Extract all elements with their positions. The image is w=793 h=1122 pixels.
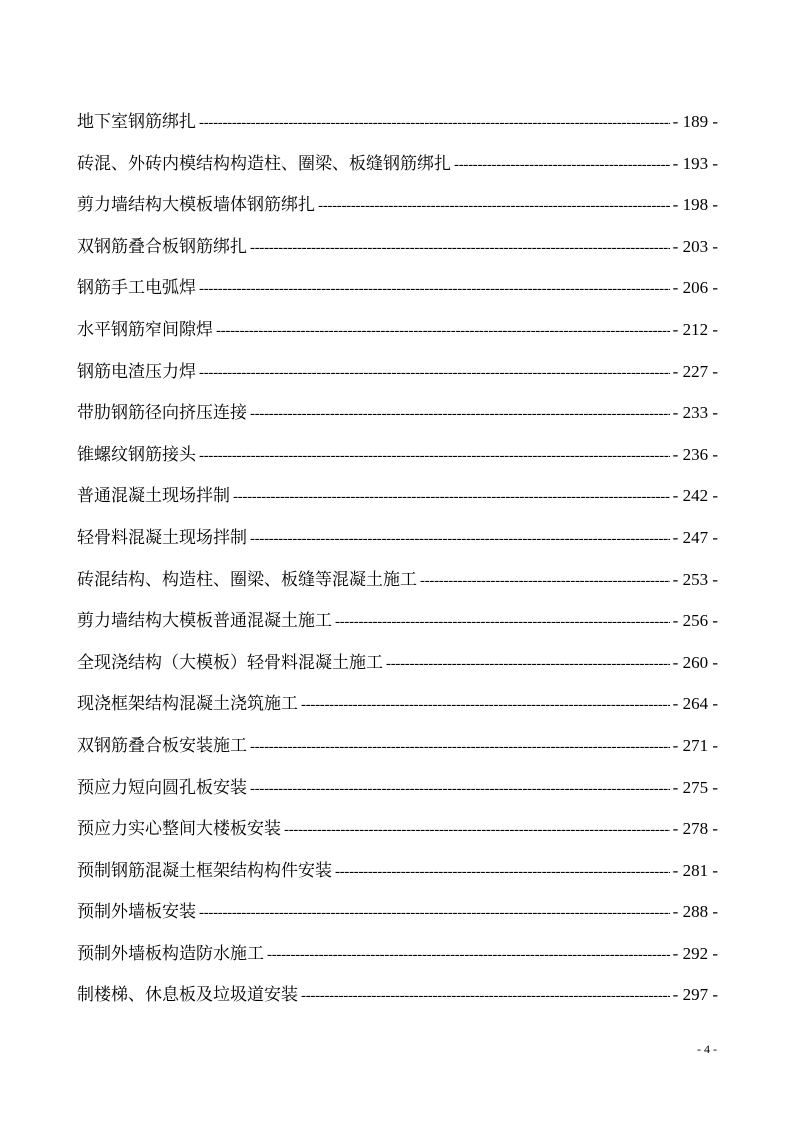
toc-dot-leader: [318, 193, 670, 219]
toc-entry-title: 带肋钢筋径向挤压连接: [77, 403, 247, 424]
toc-entry-title: 全现浇结构（大模板）轻骨料混凝土施工: [77, 652, 383, 673]
toc-dot-leader: [454, 152, 670, 178]
toc-entry-title: 钢筋手工电弧焊: [77, 278, 196, 299]
toc-entry-title: 剪力墙结构大模板普通混凝土施工: [77, 611, 332, 632]
toc-entry-title: 剪力墙结构大模板墙体钢筋绑扎: [77, 195, 315, 216]
toc-dot-leader: [250, 526, 670, 552]
toc-entry[interactable]: [77, 275, 718, 317]
toc-entry[interactable]: [77, 775, 718, 817]
toc-dot-leader: [199, 900, 670, 926]
toc-entry-page: - 212 -: [672, 319, 718, 339]
toc-entry-page: - 198 -: [672, 195, 718, 215]
toc-entry[interactable]: [77, 483, 718, 525]
toc-entry-page: - 236 -: [672, 444, 718, 464]
toc-entry-page: - 189 -: [672, 112, 718, 131]
toc-entry[interactable]: [77, 941, 718, 983]
toc-entry[interactable]: [77, 400, 718, 442]
toc-entry[interactable]: [77, 109, 718, 151]
toc-entry-page: - 242 -: [672, 486, 718, 506]
toc-entry-page: - 281 -: [672, 860, 718, 880]
toc-entry-title: 制楼梯、休息板及垃圾道安装: [77, 985, 298, 1006]
toc-entry-title: 地下室钢筋绑扎: [77, 112, 196, 132]
toc-entry[interactable]: [77, 608, 718, 650]
toc-entry-page: - 206 -: [672, 278, 718, 298]
toc-dot-leader: [199, 276, 670, 302]
toc-entry-page: - 193 -: [672, 153, 718, 173]
toc-entry-page: - 247 -: [672, 527, 718, 547]
toc-dot-leader: [199, 443, 670, 469]
toc-dot-leader: [250, 235, 670, 261]
toc-entry-page: - 275 -: [672, 777, 718, 797]
toc-entry-title: 水平钢筋窄间隙焊: [77, 319, 213, 340]
toc-entry-page: - 227 -: [672, 361, 718, 381]
toc-entry-title: 普通混凝土现场拌制: [77, 486, 230, 507]
toc-entry[interactable]: [77, 359, 718, 401]
toc-dot-leader: [199, 110, 670, 136]
toc-dot-leader: [284, 817, 670, 843]
toc-dot-leader: [250, 734, 670, 760]
toc-dot-leader: [233, 484, 670, 510]
toc-entry[interactable]: [77, 317, 718, 359]
toc-entry-title: 预制外墙板安装: [77, 902, 196, 923]
toc-entry-title: 轻骨料混凝土现场拌制: [77, 527, 247, 548]
toc-entry-page: - 271 -: [672, 735, 718, 755]
toc-entry-page: - 256 -: [672, 611, 718, 631]
toc-entry-page: - 253 -: [672, 569, 718, 589]
toc-entry-title: 预制钢筋混凝土框架结构构件安装: [77, 860, 332, 881]
toc-dot-leader: [301, 692, 670, 718]
toc-entry-title: 砖混、外砖内模结构构造柱、圈梁、板缝钢筋绑扎: [77, 153, 451, 174]
toc-entry[interactable]: [77, 525, 718, 567]
page-number: - 4 -: [697, 1042, 717, 1056]
toc-entry[interactable]: [77, 567, 718, 609]
toc-entry-title: 双钢筋叠合板钢筋绑扎: [77, 236, 247, 257]
toc-dot-leader: [335, 609, 670, 635]
toc-entry-page: - 260 -: [672, 652, 718, 672]
toc-entry-title: 预制外墙板构造防水施工: [77, 943, 264, 964]
toc-entry[interactable]: [77, 899, 718, 941]
toc-dot-leader: [216, 318, 670, 344]
toc-dot-leader: [250, 776, 670, 802]
toc-entry[interactable]: [77, 691, 718, 733]
toc-entry[interactable]: [77, 982, 718, 1024]
toc-entry-page: - 292 -: [672, 943, 718, 963]
toc-dot-leader: [250, 401, 670, 427]
toc-dot-leader: [267, 942, 670, 968]
toc-dot-leader: [420, 568, 670, 594]
toc-entry-page: - 297 -: [672, 985, 718, 1005]
toc-dot-leader: [199, 360, 670, 386]
toc-entry[interactable]: [77, 442, 718, 484]
toc-entry[interactable]: [77, 650, 718, 692]
table-of-contents: [77, 109, 718, 1024]
toc-entry[interactable]: [77, 192, 718, 234]
toc-entry[interactable]: [77, 234, 718, 276]
toc-entry-page: - 278 -: [672, 819, 718, 839]
toc-dot-leader: [386, 651, 670, 677]
toc-entry-page: - 264 -: [672, 694, 718, 714]
toc-entry-title: 双钢筋叠合板安装施工: [77, 735, 247, 756]
toc-entry-title: 锥螺纹钢筋接头: [77, 444, 196, 465]
toc-entry[interactable]: [77, 858, 718, 900]
toc-dot-leader: [301, 983, 670, 1009]
toc-entry[interactable]: [77, 151, 718, 193]
toc-entry-title: 预应力实心整间大楼板安装: [77, 819, 281, 840]
toc-entry-page: - 203 -: [672, 236, 718, 256]
toc-entry-page: - 233 -: [672, 403, 718, 423]
toc-dot-leader: [335, 859, 670, 885]
toc-entry[interactable]: [77, 816, 718, 858]
toc-entry-title: 现浇框架结构混凝土浇筑施工: [77, 694, 298, 715]
toc-entry-page: - 288 -: [672, 902, 718, 922]
toc-entry-title: 砖混结构、构造柱、圈梁、板缝等混凝土施工: [77, 569, 417, 590]
toc-entry-title: 预应力短向圆孔板安装: [77, 777, 247, 798]
toc-entry[interactable]: [77, 733, 718, 775]
toc-entry-title: 钢筋电渣压力焊: [77, 361, 196, 382]
